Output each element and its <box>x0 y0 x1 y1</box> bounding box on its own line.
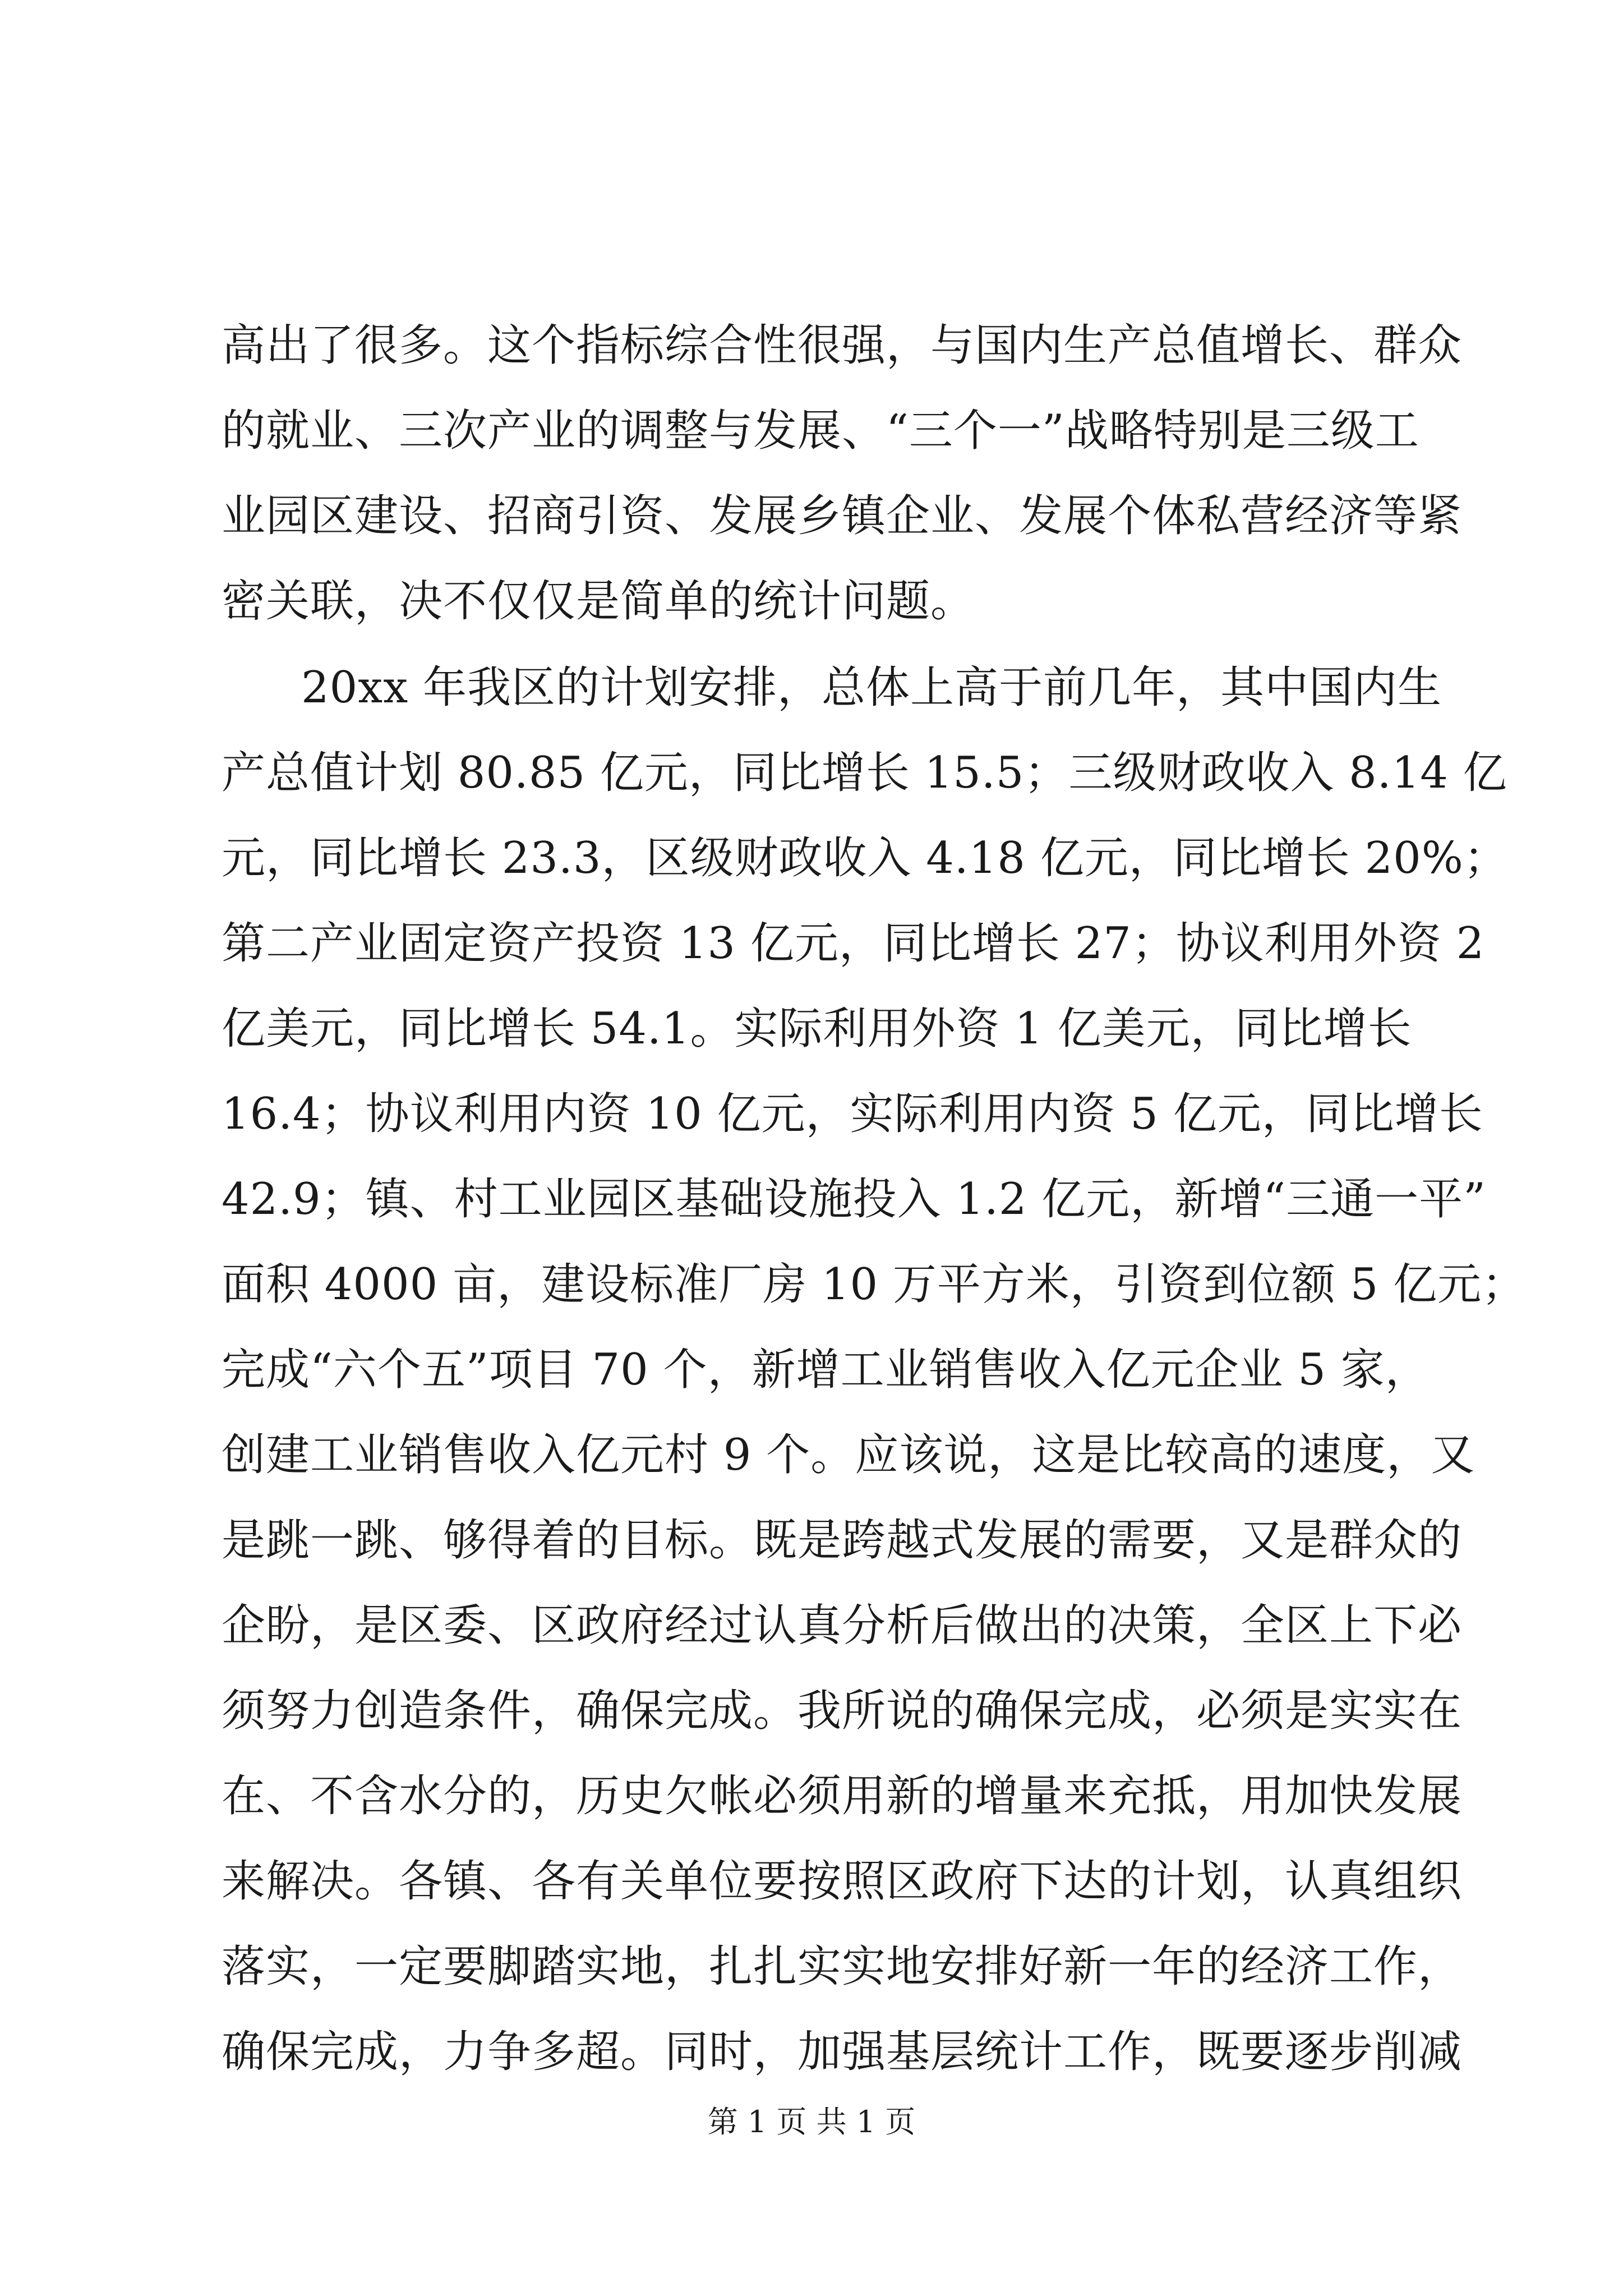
text-line: 创建工业销售收入亿元村 9 个。应该说，这是比较高的速度，又 <box>222 1430 1476 1480</box>
text-line: 须努力创造条件，确保完成。我所说的确保完成，必须是实实在 <box>222 1686 1463 1736</box>
text-line: 是跳一跳、够得着的目标。既是跨越式发展的需要，又是群众的 <box>222 1515 1463 1566</box>
text-line: 的就业、三次产业的调整与发展、“三个一”战略特别是三级工 <box>222 406 1419 456</box>
text-line: 来解决。各镇、各有关单位要按照区政府下达的计划，认真组织 <box>222 1856 1463 1907</box>
text-line: 产总值计划 80.85 亿元，同比增长 15.5；三级财政收入 8.14 亿 <box>222 748 1507 798</box>
text-line: 42.9；镇、村工业园区基础设施投入 1.2 亿元，新增“三通一平” <box>222 1174 1487 1225</box>
paragraph-1 <box>222 303 1463 644</box>
text-line: 落实，一定要脚踏实地，扎扎实实地安排好新一年的经济工作， <box>222 1941 1463 1992</box>
text-line: 面积 4000 亩，建设标准厂房 10 万平方米，引资到位额 5 亿元； <box>222 1259 1527 1310</box>
page-footer <box>0 2102 1623 2142</box>
text-line: 密关联，决不仅仅是简单的统计问题。 <box>222 576 975 627</box>
text-line: 元，同比增长 23.3，区级财政收入 4.18 亿元，同比增长 20%； <box>222 833 1508 884</box>
text-line: 完成“六个五”项目 70 个，新增工业销售收入亿元企业 5 家， <box>222 1345 1430 1395</box>
paragraph-2 <box>222 645 1527 2095</box>
text-line: 业园区建设、招商引资、发展乡镇企业、发展个体私营经济等紧 <box>222 491 1463 541</box>
text-line: 在、不含水分的，历史欠帐必须用新的增量来充抵，用加快发展 <box>222 1771 1463 1821</box>
text-line: 亿美元，同比增长 54.1。实际利用外资 1 亿美元，同比增长 <box>222 1004 1412 1054</box>
text-line: 16.4；协议利用内资 10 亿元，实际利用内资 5 亿元，同比增长 <box>222 1089 1483 1139</box>
text-line: 高出了很多。这个指标综合性很强，与国内生产总值增长、群众 <box>222 320 1463 371</box>
text-line: 确保完成，力争多超。同时，加强基层统计工作，既要逐步削减 <box>222 2027 1463 2077</box>
text-line: 第二产业固定资产投资 13 亿元，同比增长 27；协议利用外资 2 <box>222 918 1485 969</box>
page-number: 第 1 页 共 1 页 <box>707 2104 916 2139</box>
document-body <box>222 303 1527 2095</box>
text-line: 企盼，是区委、区政府经过认真分析后做出的决策，全区上下必 <box>222 1600 1463 1651</box>
text-line: 20xx 年我区的计划安排，总体上高于前几年，其中国内生 <box>301 662 1442 713</box>
